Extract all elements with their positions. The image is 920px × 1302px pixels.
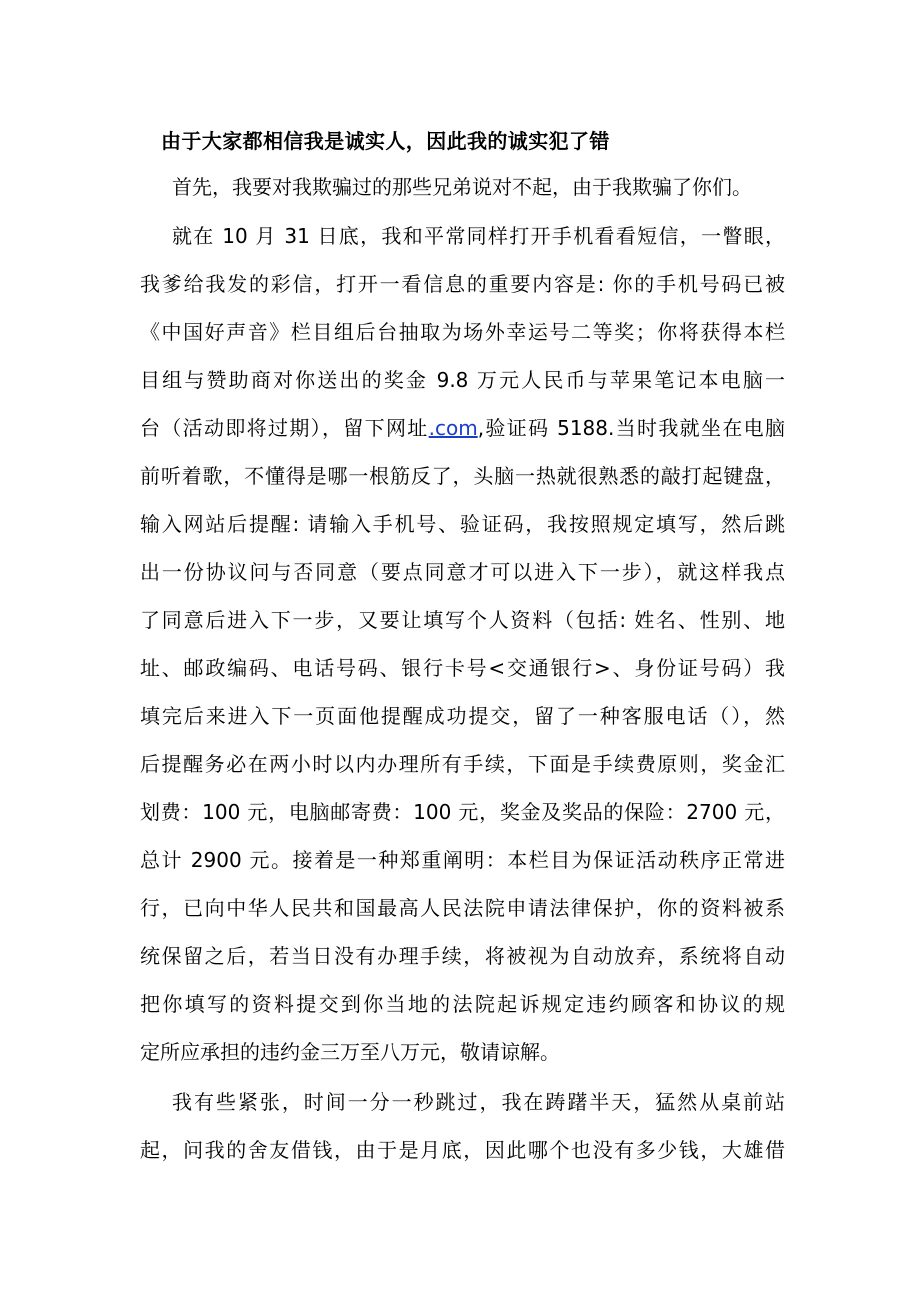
paragraph-line: 目组与赞助商对你送出的奖金 9.8 万元人民币与苹果笔记本电脑一 — [140, 368, 785, 392]
paragraph-line: 我有些紧张，时间一分一秒跳过，我在踌躇半天，猛然从桌前站 — [172, 1090, 785, 1114]
paragraph-line: 划费：100 元，电脑邮寄费：100 元，奖金及奖品的保险：2700 元， — [140, 800, 785, 824]
paragraph-line: 我爹给我发的彩信，打开一看信息的重要内容是: 你的手机号码已被 — [140, 272, 785, 296]
paragraph-line: 定所应承担的违约金三万至八万元，敬请谅解。 — [140, 1040, 560, 1064]
paragraph-line: 出一份协议问与否同意（要点同意才可以进入下一步），就这样我点 — [140, 560, 785, 584]
paragraph-line: 把你填写的资料提交到你当地的法院起诉规定违约顾客和协议的规 — [140, 992, 785, 1016]
paragraph-line: 《中国好声音》栏目组后台抽取为场外幸运号二等奖；你将获得本栏 — [140, 320, 785, 344]
paragraph-line: 输入网站后提醒: 请输入手机号、验证码，我按照规定填写，然后跳 — [140, 512, 785, 536]
paragraph-line: 就在 10 月 31 日底，我和平常同样打开手机看看短信，一瞥眼， — [172, 224, 785, 248]
paragraph-line: 首先，我要对我欺骗过的那些兄弟说对不起，由于我欺骗了你们。 — [172, 175, 752, 199]
website-link[interactable]: .com — [428, 416, 478, 440]
paragraph-line: 前听着歌，不懂得是哪一根筋反了，头脑一热就很熟悉的敲打起键盘， — [140, 464, 785, 488]
document-title: 由于大家都相信我是诚实人，因此我的诚实犯了错 — [161, 129, 610, 153]
paragraph-line: 总计 2900 元。接着是一种郑重阐明：本栏目为保证活动秩序正常进 — [140, 848, 785, 872]
paragraph-line: 行，已向中华人民共和国最高人民法院申请法律保护，你的资料被系 — [140, 896, 785, 920]
paragraph-line: 起，问我的舍友借钱，由于是月底，因此哪个也没有多少钱，大雄借 — [140, 1138, 785, 1162]
line-text: ,验证码 5188.当时我就坐在电脑 — [477, 416, 785, 440]
paragraph-line: 了同意后进入下一步，又要让填写个人资料（包括: 姓名、性别、地 — [140, 608, 785, 632]
paragraph-line: 后提醒务必在两小时以内办理所有手续，下面是手续费原则，奖金汇 — [140, 752, 785, 776]
paragraph-line — [140, 411, 785, 445]
paragraph-line: 址、邮政编码、电话号码、银行卡号<交通银行>、身份证号码）我 — [140, 656, 785, 680]
paragraph-line: 填完后来进入下一页面他提醒成功提交，留了一种客服电话（），然 — [140, 704, 785, 728]
line-text: 台（活动即将过期），留下网址 — [140, 416, 429, 440]
paragraph-line: 统保留之后，若当日没有办理手续，将被视为自动放弃，系统将自动 — [140, 944, 785, 968]
